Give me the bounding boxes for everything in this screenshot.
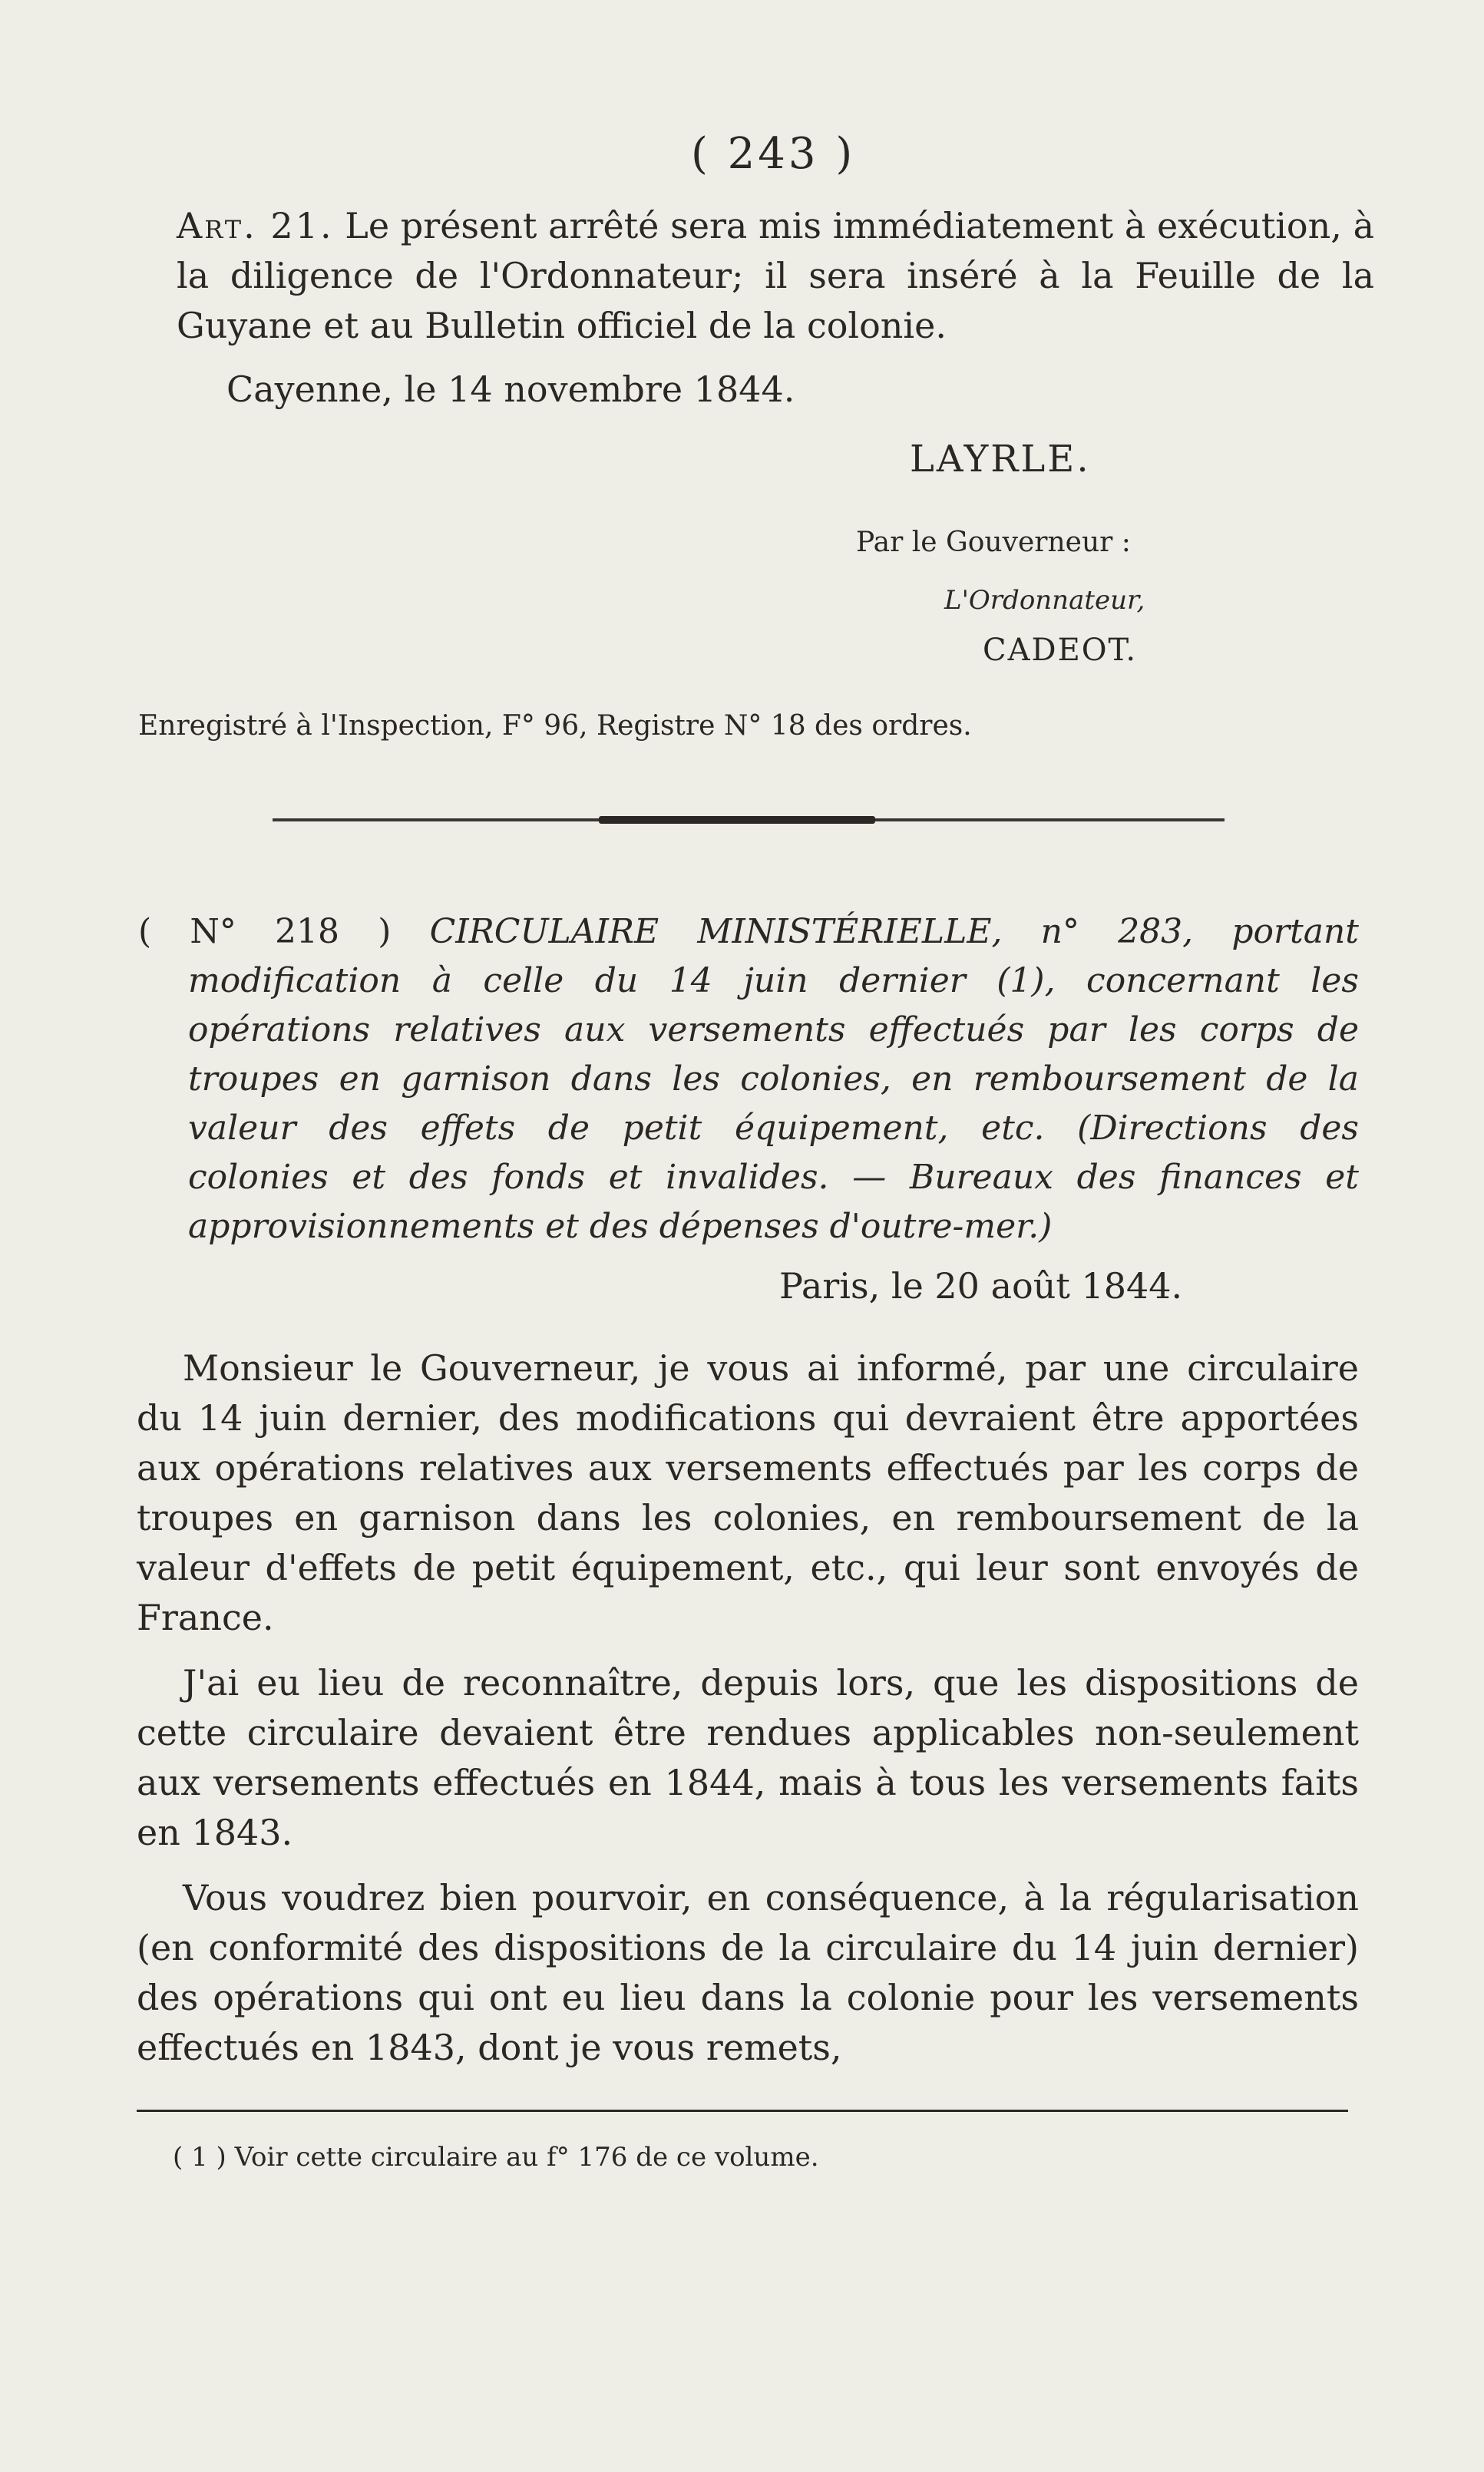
body-paragraph-2: J'ai eu lieu de reconnaître, depuis lors, que les dispositions de cette circulaire devaient être rendues applicables non-seulement aux versements effectués en 1844, mais à tous les versements faits en 1843. bbox=[137, 1662, 1359, 1853]
circular-heading-line-7: approvisionnements et des dépenses d'outre-mer.) bbox=[188, 1207, 1053, 1246]
circular-number: ( N° 218 ) bbox=[138, 912, 392, 951]
letter-body bbox=[137, 1343, 1359, 2088]
body-paragraph-1: Monsieur le Gouverneur, je vous ai informé, par une circulaire du 14 juin dernier, des modifications qui devraient être apportées aux opérations relatives aux versements effectués par les corps de troupes en garnison dans les colonies, en remboursement de la valeur d'effets de petit équipement, etc., qui leur sont envoyés de France. bbox=[137, 1347, 1359, 1638]
body-paragraph-3: Vous voudrez bien pourvoir, en conséquence, à la régularisation (en conformité des dispositions de la circulaire du 14 juin dernier) des opérations qui ont eu lieu dans la colonie pour les versements effectués en 1843, dont je vous remets, bbox=[137, 1877, 1359, 2068]
circular-heading-line-6: colonies et des fonds et invalides. — Bureaux des finances et bbox=[188, 1158, 1359, 1197]
signature-cadeot: CADEOT. bbox=[983, 633, 1138, 668]
par-le-gouverneur: Par le Gouverneur : bbox=[856, 527, 1131, 558]
circular-heading-line-1 bbox=[138, 907, 1359, 957]
circular-num: n° 283, bbox=[1040, 912, 1194, 951]
circular-heading-line-3: opérations relatives aux versements effectués par les corps de bbox=[188, 1010, 1359, 1049]
signature-layrle: LAYRLE. bbox=[910, 438, 1091, 481]
circular-title: CIRCULAIRE MINISTÉRIELLE, bbox=[429, 912, 1003, 951]
dateline-paris: Paris, le 20 août 1844. bbox=[779, 1265, 1183, 1307]
article-text: Le présent arrêté sera mis immédiatement à exécution, à la diligence de l'Ordonnateur; il sera inséré à la Feuille de la Guyane et au Bulletin officiel de la colonie. bbox=[177, 205, 1375, 346]
section-divider-ornament bbox=[599, 816, 875, 824]
registration-note: Enregistré à l'Inspection, F° 96, Registre N° 18 des ordres. bbox=[138, 710, 972, 742]
article-label: Art. 21. bbox=[177, 205, 334, 246]
circular-heading-line-4: troupes en garnison dans les colonies, en remboursement de la bbox=[188, 1059, 1359, 1099]
circular-heading-line-2: modification à celle du 14 juin dernier (1), concernant les bbox=[188, 961, 1359, 1000]
footnote: ( 1 ) Voir cette circulaire au f° 176 de ce volume. bbox=[173, 2142, 819, 2173]
article-21-paragraph bbox=[177, 201, 1374, 351]
circular-heading-line-5: valeur des effets de petit équipement, etc. (Directions des bbox=[188, 1109, 1359, 1148]
page-number: ( 243 ) bbox=[691, 129, 856, 179]
circular-heading bbox=[138, 907, 1359, 1251]
dateline-cayenne: Cayenne, le 14 novembre 1844. bbox=[226, 368, 795, 410]
footnote-rule bbox=[137, 2110, 1348, 2112]
circular-portant: portant bbox=[1231, 912, 1359, 951]
ordonnateur-title: L'Ordonnateur, bbox=[944, 585, 1145, 616]
